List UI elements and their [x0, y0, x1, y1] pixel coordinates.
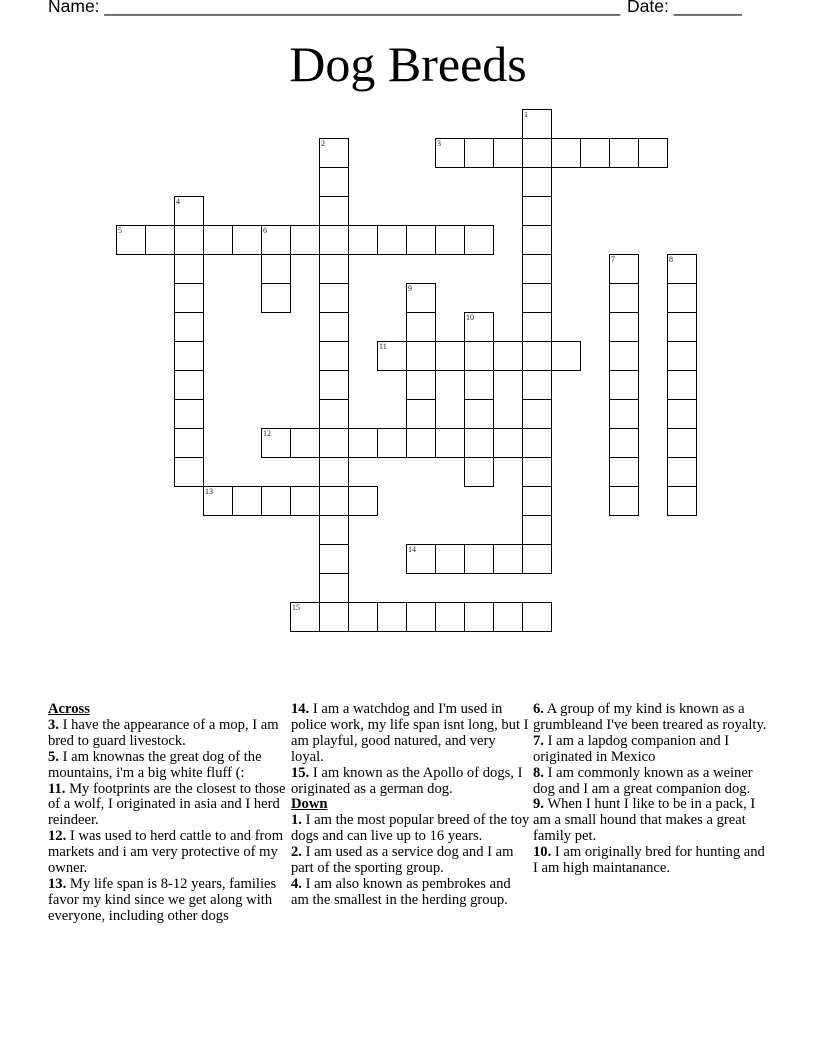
clue-number: 1. — [291, 812, 302, 829]
crossword-cell[interactable] — [174, 457, 204, 487]
clues-column-3 — [533, 702, 773, 877]
crossword-cell[interactable] — [261, 225, 291, 255]
crossword-cell[interactable] — [319, 196, 349, 226]
crossword-cell[interactable] — [638, 138, 668, 168]
clue-number: 5. — [48, 748, 59, 765]
clue-text: I am commonly known as a weiner dog and I am a great companion dog. — [533, 764, 753, 797]
clue-text: I am used as a service dog and I am part of the sporting group. — [291, 844, 514, 877]
clue-number-label: 4 — [176, 197, 180, 206]
clues-column-1 — [48, 702, 288, 925]
clues-column-2 — [291, 702, 531, 909]
crossword-cell[interactable] — [667, 370, 697, 400]
crossword-cell[interactable] — [261, 283, 291, 313]
crossword-cell[interactable] — [319, 428, 349, 458]
crossword-cell[interactable] — [493, 138, 523, 168]
crossword-cell[interactable] — [522, 138, 552, 168]
crossword-cell[interactable] — [580, 138, 610, 168]
crossword-cell[interactable] — [435, 544, 465, 574]
crossword-cell[interactable] — [348, 225, 378, 255]
crossword-cell[interactable] — [609, 312, 639, 342]
clue-across-15 — [291, 766, 531, 798]
crossword-cell[interactable] — [406, 225, 436, 255]
clue-text: I am a lapdog companion and I originated in Mexico — [533, 732, 730, 765]
crossword-cell[interactable] — [464, 428, 494, 458]
crossword-cell[interactable] — [464, 544, 494, 574]
crossword-cell[interactable] — [174, 254, 204, 284]
crossword-cell[interactable] — [290, 602, 320, 632]
clue-number-label: 2 — [321, 139, 325, 148]
crossword-cell[interactable] — [348, 428, 378, 458]
crossword-cell[interactable] — [290, 486, 320, 516]
crossword-cell[interactable] — [464, 602, 494, 632]
crossword-cell[interactable] — [493, 341, 523, 371]
clue-down-10 — [533, 845, 773, 877]
clue-number-label: 14 — [408, 545, 416, 554]
crossword-cell[interactable] — [319, 399, 349, 429]
clue-down-4 — [291, 877, 531, 909]
crossword-cell[interactable] — [464, 370, 494, 400]
crossword-cell[interactable] — [522, 225, 552, 255]
crossword-cell[interactable] — [377, 341, 407, 371]
clue-across-14 — [291, 702, 531, 766]
crossword-cell[interactable] — [435, 602, 465, 632]
crossword-cell[interactable] — [319, 573, 349, 603]
across-heading: Across — [48, 701, 90, 717]
clue-text: I am known as the Apollo of dogs, I originated as a german dog. — [291, 764, 523, 797]
crossword-cell[interactable] — [667, 428, 697, 458]
crossword-cell[interactable] — [319, 138, 349, 168]
crossword-cell[interactable] — [522, 602, 552, 632]
crossword-cell[interactable] — [609, 370, 639, 400]
clue-text: I am also known as pembrokes and am the smallest in the herding group. — [291, 875, 511, 908]
clue-text: I am a watchdog and I'm used in police work, my life span isnt long, but I am playful, good natured, and very loyal. — [291, 701, 529, 765]
crossword-cell[interactable] — [232, 225, 262, 255]
clue-number: 8. — [533, 764, 544, 781]
crossword-cell[interactable] — [261, 254, 291, 284]
crossword-cell[interactable] — [319, 370, 349, 400]
crossword-cell[interactable] — [522, 341, 552, 371]
crossword-cell[interactable] — [522, 428, 552, 458]
crossword-cell[interactable] — [522, 544, 552, 574]
crossword-cell[interactable] — [319, 457, 349, 487]
crossword-cell[interactable] — [435, 428, 465, 458]
crossword-cell[interactable] — [609, 399, 639, 429]
crossword-cell[interactable] — [174, 283, 204, 313]
crossword-cell[interactable] — [319, 312, 349, 342]
clue-number: 6. — [533, 701, 544, 717]
crossword-cell[interactable] — [609, 341, 639, 371]
crossword-cell[interactable] — [522, 486, 552, 516]
crossword-cell[interactable] — [406, 602, 436, 632]
crossword-cell[interactable] — [377, 225, 407, 255]
crossword-cell[interactable] — [377, 602, 407, 632]
crossword-cell[interactable] — [203, 225, 233, 255]
crossword-cell[interactable] — [145, 225, 175, 255]
clue-number-label: 12 — [263, 429, 271, 438]
clue-number: 9. — [533, 796, 544, 813]
clue-number: 13. — [48, 875, 67, 892]
crossword-cell[interactable] — [174, 399, 204, 429]
clue-number-label: 9 — [408, 284, 412, 293]
clue-across-5 — [48, 750, 288, 782]
page-title: Dog Breeds — [289, 36, 527, 92]
crossword-cell[interactable] — [377, 428, 407, 458]
crossword-cell[interactable] — [203, 486, 233, 516]
crossword-cell[interactable] — [348, 602, 378, 632]
clue-text: I was used to herd cattle to and from markets and i am very protective of my owner. — [48, 828, 284, 877]
clue-down-7 — [533, 734, 773, 766]
crossword-cell[interactable] — [406, 341, 436, 371]
clue-text: I have the appearance of a mop, I am bred to guard livestock. — [48, 716, 279, 749]
clue-number-label: 5 — [118, 226, 122, 235]
crossword-cell[interactable] — [406, 370, 436, 400]
clue-number: 14. — [291, 701, 310, 717]
clue-down-6 — [533, 702, 773, 734]
clue-number-label: 1 — [524, 110, 528, 119]
crossword-cell[interactable] — [290, 428, 320, 458]
crossword-cell[interactable] — [464, 399, 494, 429]
clue-down-9 — [533, 797, 773, 845]
crossword-cell[interactable] — [667, 283, 697, 313]
crossword-cell[interactable] — [464, 341, 494, 371]
clue-text: I am originally bred for hunting and I am high maintanance. — [533, 844, 765, 877]
crossword-cell[interactable] — [522, 283, 552, 313]
clue-across-3 — [48, 718, 288, 750]
clue-number-label: 8 — [669, 255, 673, 264]
crossword-cell[interactable] — [174, 225, 204, 255]
crossword-cell[interactable] — [319, 225, 349, 255]
crossword-cell[interactable] — [435, 341, 465, 371]
clue-number: 4. — [291, 875, 302, 892]
crossword-cell[interactable] — [174, 370, 204, 400]
clue-number: 12. — [48, 828, 67, 845]
crossword-cell[interactable] — [493, 544, 523, 574]
crossword-cell[interactable] — [464, 312, 494, 342]
clue-number-label: 11 — [379, 342, 387, 351]
clue-text: My footprints are the closest to those of a wolf, I originated in asia and I herd reindeer. — [48, 780, 286, 829]
crossword-cell[interactable] — [464, 138, 494, 168]
crossword-cell[interactable] — [290, 225, 320, 255]
crossword-cell[interactable] — [667, 254, 697, 284]
crossword-cell[interactable] — [551, 341, 581, 371]
clue-number: 11. — [48, 780, 66, 797]
crossword-cell[interactable] — [232, 486, 262, 516]
crossword-cell[interactable] — [551, 138, 581, 168]
crossword-cell[interactable] — [406, 312, 436, 342]
clue-text: A group of my kind is known as a grumbleand I've been treared as royalty. — [533, 701, 767, 733]
clue-down-2 — [291, 845, 531, 877]
crossword-cell[interactable] — [609, 428, 639, 458]
date-field[interactable]: Date: _______ — [627, 0, 742, 16]
crossword-cell[interactable] — [522, 515, 552, 545]
clue-down-8 — [533, 766, 773, 798]
crossword-cell[interactable] — [464, 225, 494, 255]
crossword-cell[interactable] — [609, 486, 639, 516]
crossword-cell[interactable] — [522, 196, 552, 226]
crossword-cell[interactable] — [406, 544, 436, 574]
clue-number-label: 6 — [263, 226, 267, 235]
crossword-cell[interactable] — [406, 399, 436, 429]
crossword-cell[interactable] — [319, 341, 349, 371]
crossword-cell[interactable] — [667, 341, 697, 371]
clue-number-label: 3 — [437, 139, 441, 148]
clue-number: 2. — [291, 844, 302, 861]
crossword-cell[interactable] — [348, 486, 378, 516]
crossword-cell[interactable] — [261, 486, 291, 516]
crossword-cell[interactable] — [435, 138, 465, 168]
clue-across-12 — [48, 829, 288, 877]
crossword-cell[interactable] — [319, 167, 349, 197]
crossword-cell[interactable] — [174, 312, 204, 342]
crossword-cell[interactable] — [435, 225, 465, 255]
clue-number-label: 15 — [292, 603, 300, 612]
crossword-cell[interactable] — [522, 109, 552, 139]
clue-text: I am knownas the great dog of the mountains, i'm a big white fluff (: — [48, 748, 262, 781]
crossword-cell[interactable] — [609, 138, 639, 168]
crossword-cell[interactable] — [493, 602, 523, 632]
clue-text: My life span is 8-12 years, families favor my kind since we get along with everyone, including other dogs — [48, 875, 277, 924]
clue-number-label: 13 — [205, 487, 213, 496]
crossword-cell[interactable] — [522, 399, 552, 429]
crossword-cell[interactable] — [522, 312, 552, 342]
crossword-cell[interactable] — [522, 370, 552, 400]
crossword-cell[interactable] — [609, 283, 639, 313]
crossword-cell[interactable] — [406, 283, 436, 313]
clue-across-11 — [48, 782, 288, 830]
crossword-cell[interactable] — [609, 457, 639, 487]
crossword-cell[interactable] — [116, 225, 146, 255]
crossword-cell[interactable] — [319, 486, 349, 516]
crossword-cell[interactable] — [667, 312, 697, 342]
crossword-cell[interactable] — [319, 254, 349, 284]
clue-number: 3. — [48, 716, 59, 733]
crossword-cell[interactable] — [522, 167, 552, 197]
crossword-cell[interactable] — [174, 341, 204, 371]
crossword-cell[interactable] — [522, 254, 552, 284]
crossword-cell[interactable] — [319, 602, 349, 632]
clue-number: 15. — [291, 764, 310, 781]
clue-down-1 — [291, 813, 531, 845]
crossword-cell[interactable] — [493, 428, 523, 458]
crossword-cell[interactable] — [522, 457, 552, 487]
crossword-cell[interactable] — [319, 544, 349, 574]
clue-number-label: 10 — [466, 313, 474, 322]
crossword-cell[interactable] — [261, 428, 291, 458]
clue-number-label: 7 — [611, 255, 615, 264]
crossword-cell[interactable] — [667, 486, 697, 516]
down-heading: Down — [291, 796, 328, 813]
clue-text: When I hunt I like to be in a pack, I am a small hound that makes a great family pet. — [533, 796, 756, 845]
crossword-cell[interactable] — [319, 515, 349, 545]
crossword-cell[interactable] — [406, 428, 436, 458]
name-field[interactable]: Name: _____________________________________________________ — [48, 0, 621, 16]
crossword-cell[interactable] — [464, 457, 494, 487]
clue-number: 7. — [533, 732, 544, 749]
clue-number: 10. — [533, 844, 552, 861]
crossword-cell[interactable] — [319, 283, 349, 313]
crossword-cell[interactable] — [667, 457, 697, 487]
clue-text: I am the most popular breed of the toy dogs and can live up to 16 years. — [291, 812, 530, 845]
crossword-cell[interactable] — [174, 428, 204, 458]
crossword-cell[interactable] — [667, 399, 697, 429]
crossword-cell[interactable] — [609, 254, 639, 284]
clue-across-13 — [48, 877, 288, 925]
crossword-cell[interactable] — [174, 196, 204, 226]
